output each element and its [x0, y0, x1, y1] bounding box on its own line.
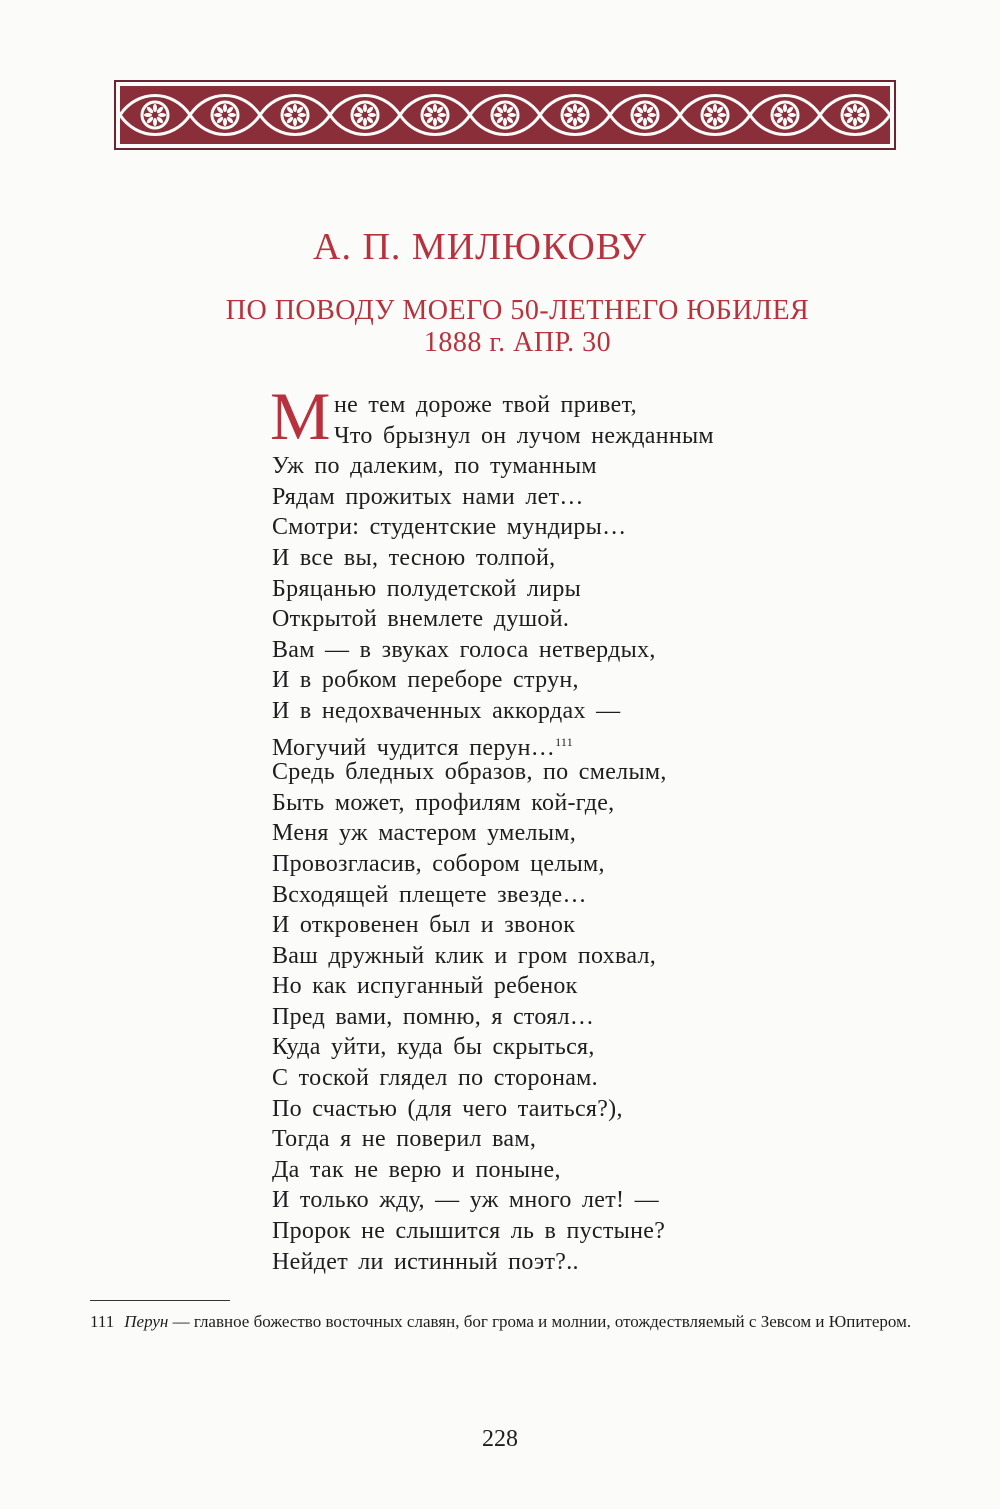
- footnote-divider: [90, 1300, 230, 1301]
- poem-line: М не тем дороже твой привет,: [270, 378, 637, 454]
- poem-line: И только жду, — уж много лет! —: [272, 1187, 659, 1214]
- poem-line: И в робком переборе струн,: [272, 667, 579, 694]
- poem-line: И все вы, тесною толпой,: [272, 544, 556, 571]
- footnote-number: 111: [90, 1312, 115, 1331]
- poem-line: Куда уйти, куда бы скрыться,: [272, 1034, 595, 1061]
- drop-cap: М: [270, 378, 331, 454]
- poem-line: Могучий чудится перун…$^{111}$: [272, 734, 574, 761]
- poem-subtitle: ПО ПОВОДУ МОЕГО 50-ЛЕТНЕГО ЮБИЛЕЯ: [225, 295, 810, 326]
- poem-line: Тогда я не поверил вам,: [272, 1126, 537, 1153]
- poem-line: Бряцанью полудетской лиры: [272, 575, 582, 602]
- poem-line: По счастью (для чего таиться?),: [272, 1095, 623, 1122]
- poem-title: А. П. МИЛЮКОВУ: [313, 226, 647, 268]
- footnote-text: — главное божество восточных славян, бог грома и молнии, отождествляемый с Зевсом и Юпитером.: [168, 1312, 912, 1331]
- poem-line: Смотри: студентские мундиры…: [272, 514, 627, 541]
- poem-line: И откровенен был и звонок: [272, 912, 576, 939]
- poem-line: Провозгласив, собором целым,: [272, 850, 605, 877]
- poem-line: Всходящей плещете звезде…: [272, 881, 587, 908]
- poem-line: Быть может, профилям кой-где,: [272, 789, 615, 816]
- poem-line: Уж по далеким, по туманным: [272, 453, 597, 480]
- poem-line: С тоской глядел по сторонам.: [272, 1065, 598, 1092]
- footnote-term: Перун: [124, 1312, 169, 1331]
- poem-line: Да так не верю и поныне,: [272, 1156, 561, 1183]
- poem-line: Ваш дружный клик и гром похвал,: [272, 942, 657, 969]
- poem-line: Нейдет ли истинный поэт?..: [272, 1248, 579, 1275]
- footnote-reference: 111: [555, 734, 574, 749]
- poem-line: Но как испуганный ребенок: [272, 973, 578, 1000]
- poem-line: Средь бледных образов, по смелым,: [272, 759, 667, 786]
- poem-date: 1888 г. АПР. 30: [423, 327, 612, 358]
- poem-line: Пророк не слышится ль в пустыне?: [272, 1218, 666, 1245]
- poem-line: Вам — в звуках голоса нетвердых,: [272, 636, 656, 663]
- poem-line: Рядам прожитых нами лет…: [272, 483, 584, 510]
- poem-line: Что брызнул он лучом нежданным: [334, 422, 714, 449]
- poem-line: Открытой внемлете душой.: [272, 606, 570, 633]
- page-number: 228: [482, 1426, 518, 1452]
- decorative-ornament-band: [114, 80, 896, 150]
- poem-line: Меня уж мастером умелым,: [272, 820, 577, 847]
- poem-line: И в недохваченных аккордах —: [272, 697, 621, 724]
- poem-body: [270, 378, 832, 1277]
- poem-line: Пред вами, помню, я стоял…: [272, 1003, 595, 1030]
- footnote: [90, 1308, 916, 1336]
